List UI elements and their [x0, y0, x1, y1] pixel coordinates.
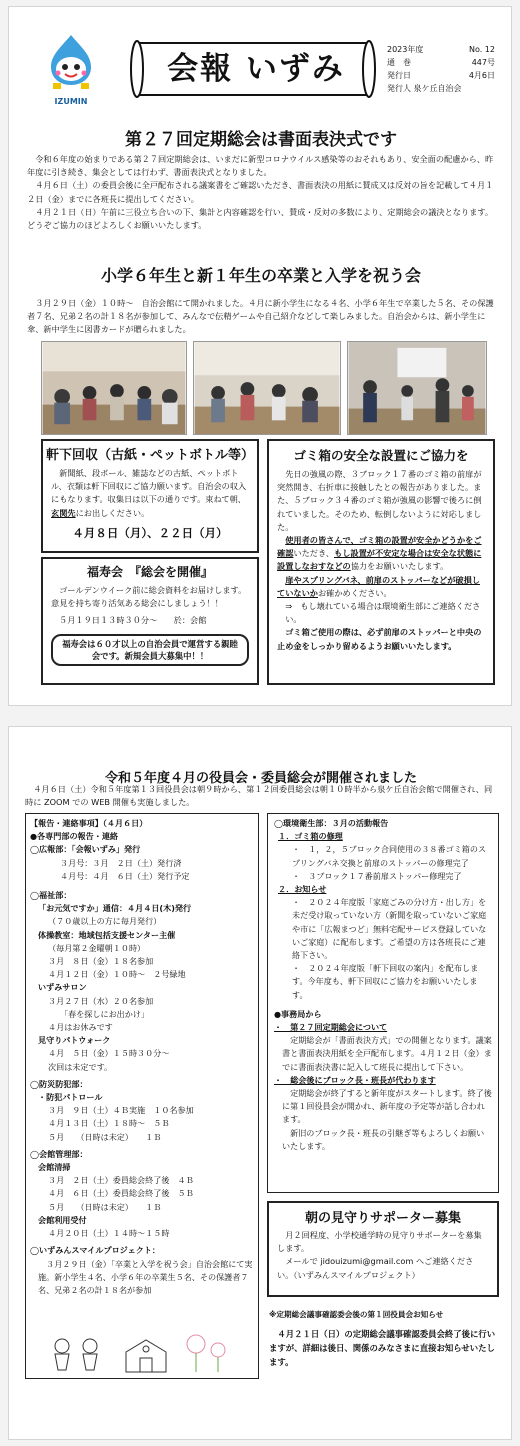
report-line: ・ １，２，５ブロック合同使用の３８番ゴミ箱のスプリングバネ交換と前扉のストッパーの修理完了	[292, 844, 487, 868]
trash-p1: 先日の強風の際、３ブロック１７番のゴミ箱の前扉が突然開き、右折車に接触したとの報告がありました。また、５ブロック３４番のゴミ箱が強風の影響で後ろに倒れていました。そのため、転倒しないように対応しました。	[277, 469, 482, 532]
recycle-title: 軒下回収（古紙・ペットボトル等）	[45, 448, 254, 463]
trash-p2	[277, 534, 485, 574]
report-line: ・ 総会後にブロック長・班長が代わります	[274, 1074, 436, 1085]
trash-p4: ⇒ もし壊れている場合は環境衛生部にご連絡ください。	[285, 601, 481, 625]
report-line: ３月 ９日（土）４Ｂ実施 １０名参加	[48, 1105, 194, 1116]
newsletter-page-1	[8, 6, 512, 706]
date-label: 発行日	[387, 71, 411, 80]
trash-p3-em: 扉やスプリングバネ、前扉のストッパーなどが破損していないか	[277, 574, 480, 598]
trash-body	[269, 464, 493, 653]
event-photo	[41, 341, 187, 435]
issue-no: No. 12	[468, 45, 495, 54]
report-line: ・ ２０２４年度版「家庭ごみの分け方・出し方」を未だ受け取っていない方（新聞を取っていないご家庭や市に「広報まつど」無料宅配サービス登録していないご家庭）に配布します。ご希望の方は各班長にご連絡下さい。	[292, 897, 487, 961]
fukuju-title: 福寿会 『総会を開催』	[86, 565, 213, 579]
report-heading: 【報告・連絡事項】（４月６日）	[30, 818, 148, 828]
dept-bosai: ◯防災防犯部：	[30, 1078, 88, 1089]
report-line: 会館清掃	[38, 1162, 71, 1173]
recycle-dates: ４月８日（月）、２２日（月）	[72, 525, 228, 540]
notice-title: ※定期総会議事確認委会後の第１回役員会お知らせ	[269, 1310, 444, 1319]
report-line: 会館利用受付	[38, 1214, 87, 1225]
trash-p5: ゴミ箱ご使用の際は、必ず前扉のストッパーと中央の止め金をしっかり留めるようお願いいたします。	[277, 627, 482, 651]
trash-p2-em2: もし設置が不安定な場合は安全な状態に設置しなおすなどの	[277, 548, 482, 572]
newsletter-title: 会報 いずみ	[167, 51, 345, 87]
publisher: 発行人 泉ケ丘自治会	[387, 84, 462, 93]
report-line: （毎月第２金曜朝１０時）	[48, 942, 146, 953]
report-line: 見守りパトウォーク	[38, 1035, 111, 1046]
recycle-text-end: にお出しください。	[75, 507, 150, 518]
recycle-text-emphasis: 玄関先	[51, 507, 76, 518]
izumin-mascot-icon	[43, 33, 99, 97]
supporter-mail: メールで jidouizumi@gmail.com へご連絡ください。（いずみんスマイルプロジェクト）	[277, 1256, 474, 1280]
recycle-body	[43, 463, 257, 520]
report-line: 体操教室：地域包括支援センター主催	[38, 929, 176, 940]
report-line: ３月号：３月 ２日（土）発行済	[60, 857, 182, 868]
report-line: ・ ３ブロック１７番前扉ストッパー修理完了	[292, 870, 462, 881]
report-line: 定期総会が終了すると新年度がスタートします。終了後に第１回役員会が開かれ、新年度の予定等が話し合われます。	[282, 1088, 492, 1125]
dept-kankyo: ◯環境衛生部：３月の活動報告	[274, 818, 389, 828]
trash-box	[267, 439, 495, 685]
headline-general-meeting: 第２７回定期総会は書面表決式です	[125, 130, 397, 150]
trash-p3	[277, 574, 485, 600]
trash-p2-mid: いただき、	[293, 548, 335, 559]
event-photo	[193, 341, 341, 435]
fukuju-when: ５月１９日１３時３０分～ 於：会館	[59, 615, 207, 626]
report-line: ・防犯パトロール	[38, 1092, 103, 1103]
report-line: ・ 第２７回定期総会について	[274, 1022, 388, 1033]
report-line: ３月２７日（水）２０名参加	[48, 995, 154, 1006]
dept-jimukyoku: ●事務局から	[274, 1008, 322, 1019]
fiscal-year: 2023年度	[387, 45, 424, 54]
event-photo	[347, 341, 487, 435]
notice-body: ４月２１日（日）の定期総会議事確認委員会終了後に行いますが、詳細は後日、関係のみなさまに直接お知らせいたします。	[269, 1329, 496, 1367]
issue-info	[387, 43, 495, 95]
report-line: いずみサロン	[38, 982, 87, 993]
report-line: １．ゴミ箱の修理	[278, 831, 343, 842]
report-line: ３月 ２日（土）委員総会終了後 ４Ｂ	[48, 1175, 194, 1186]
report-line: （７０歳以上の方に毎月発行）	[48, 916, 162, 927]
report-line: ４月 ５日（金）１５時３０分～	[48, 1048, 170, 1059]
general-meeting-body	[27, 153, 497, 232]
report-line: ４月はお休みです	[48, 1022, 113, 1033]
board-meeting-intro: ４月６日（土）令和５年度第１３回役員会は朝９時から、第１２回委員総会は朝１０時半から泉ケ丘自治会館で開催され、同時に ZOOM での WEB 開催も実施しました。	[25, 784, 493, 808]
report-line: ・ ２０２４年度版「軒下回収の案内」を配布します。今年度も、軒下回収にご協力をお願いいたします。	[292, 963, 479, 1000]
report-line: 次回は未定です。	[48, 1061, 113, 1072]
report-line: ４月２０日（土）１４時～１５時	[48, 1228, 170, 1239]
report-line: ４月１２日（金）１０時～ ２号緑地	[48, 969, 186, 980]
report-subheading: ●各専門部の報告・連絡	[30, 831, 119, 842]
supporter-title: 朝の見守りサポーター募集	[304, 1211, 461, 1226]
trash-title: ゴミ箱の安全な設置にご協力を	[293, 448, 469, 463]
report-line: ３月２９日（金）「卒業と入学を祝う会」自治会館にて実施。新小学生４名、小学６年の卒業生５名、その保護者７名、兄弟２名の計１８名が参加	[38, 1258, 253, 1295]
report-line: ３月 ８日（金）１８名参加	[48, 956, 154, 967]
dept-kaikan: ◯会館管理部：	[30, 1148, 88, 1159]
headline-celebration: 小学６年生と新１年生の卒業と入学を祝う会	[100, 266, 421, 285]
report-line: ４月 ６日（土）委員総会終了後 ５Ｂ	[48, 1188, 194, 1199]
supporter-box	[267, 1201, 499, 1297]
total-value: 447号	[471, 58, 495, 67]
report-line: ２．お知らせ	[278, 884, 327, 895]
fukuju-body: ゴールデンウイーク前に総会資料をお届けします。意見を持ち寄り活気ある総会にしましょう！！	[51, 585, 247, 609]
report-line: ４月号：４月 ６日（土）発行予定	[60, 870, 190, 881]
newsletter-page-2	[8, 726, 512, 1440]
dept-fukushi: ◯福祉部：	[30, 890, 72, 901]
recycle-box	[41, 439, 259, 553]
report-line: 「お元気ですか」通信：４月４日(木)発行	[38, 903, 192, 914]
trash-p2-end: 協力をお願いいたします。	[350, 561, 449, 572]
report-line: 定期総会が「書面表決方式」での開催となります。議案書と書面表決用紙を全戸配布します。４月１２日（金）までに書面表決書に記入して班長に提出して下さい。	[282, 1035, 492, 1072]
supporter-body: 月２回程度、小学校通学時の見守りサポーターを募集します。	[277, 1230, 482, 1254]
report-column-right	[267, 813, 499, 1193]
paragraph: 令和６年度の始まりである第２７回定期総会は、いまだに新型コロナウイルス感染等のおそれもあり、安全面の配慮から、昨年度に引き続き、集会としては行わず、書面表決式となりました。	[27, 154, 494, 178]
logo-text: IZUMIN	[54, 97, 88, 106]
headline-board-meeting: 令和５年度４月の役員会・委員総会が開催されました	[104, 771, 417, 786]
fukuju-notice: 福寿会は６０才以上の自治会員で運営する親睦会です。新規会員大募集中！！	[51, 634, 249, 666]
recycle-text: 新聞紙、段ボール、雑誌などの古紙、ペットボトル、衣類は軒下回収にご協力願います。自治会の収入にもなります。収集日は以下の通りです。束ねて朝、	[51, 468, 247, 505]
celebration-body	[27, 297, 497, 337]
paragraph: ４月２１日（日）午前に三役立ち合いの下、集計と内容確認を行い、賛成・反対の多数により、定期総会の議決となります。どうぞご協力のほどよろしくお願いいたします。	[27, 206, 494, 231]
report-line: 新旧のブロック長・班長の引継ぎ等もよろしくお願いいたします。	[282, 1127, 485, 1151]
paragraph: ４月６日（土）の委員会後に全戸配布される議案書をご確認いただき、書面表決の用紙に賛成又は反対の旨を記載して４月１２日（金）までに各班長に提出してください。	[27, 180, 494, 204]
total-label: 通 巻	[387, 58, 411, 67]
report-column-left	[25, 813, 259, 1379]
trash-p3-end: お確かめください。	[317, 587, 392, 598]
paragraph: ３月２９日（金）１０時～ 自治会館にて開かれました。４月に新小学生になる４名、小学６年生で卒業した５名、その保護者７名、兄弟２名の計１８名が参加して、みんなで伝精ゲームや自己紹介などして楽しみました。自治会からは、新小学生に傘、新中学生に図書カードが贈られました。	[27, 298, 494, 335]
fukuju-box	[41, 557, 259, 685]
report-line: ４月１３日（土）１８時～ ５Ｂ	[48, 1118, 170, 1129]
date-value: 4月6日	[468, 71, 495, 80]
report-line: ５月 （日時は未定） １Ｂ	[48, 1131, 162, 1142]
trash-p2-em: 使用者の皆さんで、ゴミ箱の設置が安全かどうかをご確認	[277, 535, 482, 559]
dept-smile: ◯いずみんスマイルプロジェクト：	[30, 1245, 160, 1256]
report-line: 「春を探しにお出かけ」	[60, 1008, 150, 1019]
school-kids-illustration-icon	[46, 1332, 236, 1374]
dept-koho: ◯広報部：「会報いずみ」発行	[30, 844, 141, 855]
report-line: ５月 （日時は未定） １Ｂ	[48, 1201, 162, 1212]
